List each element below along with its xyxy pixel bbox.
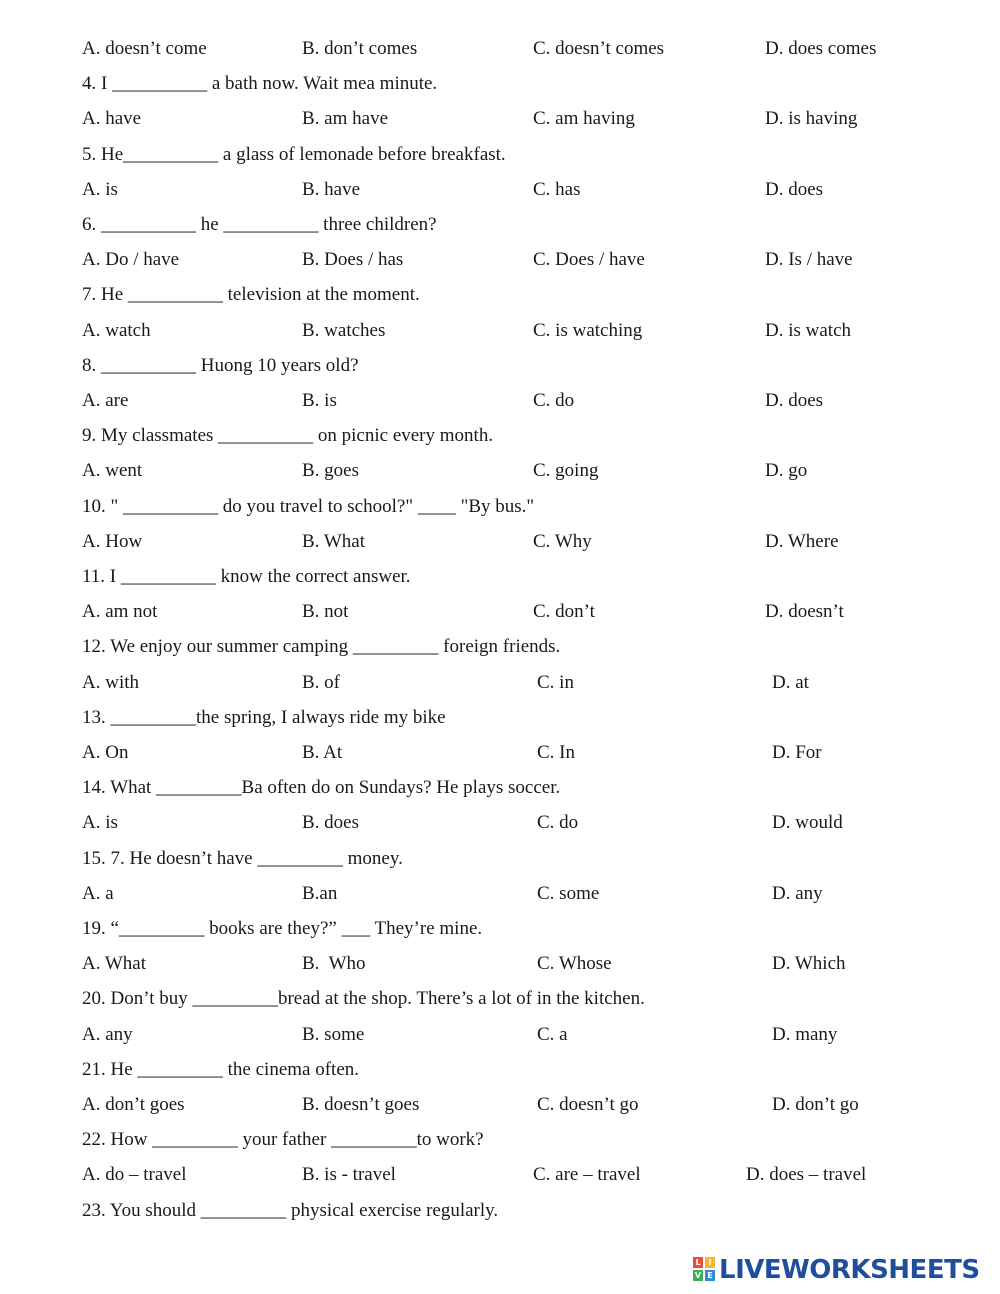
- option-a: A. went: [82, 460, 143, 481]
- option-c: C. some: [537, 883, 600, 904]
- option-c: C. doesn’t go: [537, 1094, 639, 1115]
- option-b: B. is - travel: [302, 1164, 396, 1185]
- question-text: 14. What _________Ba often do on Sundays? He plays soccer.: [82, 777, 561, 798]
- option-d: D. at: [772, 672, 809, 693]
- question-text: 6. __________ he __________ three children?: [82, 214, 437, 235]
- question-text: 15. 7. He doesn’t have _________ money.: [82, 848, 403, 869]
- option-a: A. is: [82, 812, 118, 833]
- option-a: A. is: [82, 179, 118, 200]
- option-c: C. is watching: [533, 320, 643, 341]
- question-text: 23. You should _________ physical exercise regularly.: [82, 1200, 499, 1221]
- option-d: D. Which: [772, 953, 846, 974]
- option-a: A. a: [82, 883, 114, 904]
- option-a: A. How: [82, 531, 143, 552]
- question-text: 8. __________ Huong 10 years old?: [82, 355, 359, 376]
- question-text: 22. How _________ your father _________to work?: [82, 1129, 484, 1150]
- option-d: D. is watch: [765, 320, 852, 341]
- question-text: 9. My classmates __________ on picnic every month.: [82, 425, 494, 446]
- question-text: 10. " __________ do you travel to school?" ____ "By bus.": [82, 496, 535, 517]
- option-a: A. are: [82, 390, 129, 411]
- option-b: B. Does / has: [302, 249, 404, 270]
- option-b: B. is: [302, 390, 337, 411]
- question-text: 7. He __________ television at the moment.: [82, 284, 420, 305]
- option-d: D. Is / have: [765, 249, 853, 270]
- option-b: B.an: [302, 883, 338, 904]
- option-c: C. do: [533, 390, 575, 411]
- option-d: D. is having: [765, 108, 858, 129]
- option-d: D. Where: [765, 531, 839, 552]
- option-a: A. Do / have: [82, 249, 180, 270]
- option-d: D. does – travel: [746, 1164, 867, 1185]
- mark-letter-e: E: [705, 1270, 715, 1281]
- question-text: 13. _________the spring, I always ride my bike: [82, 707, 446, 728]
- option-c: C. a: [537, 1024, 568, 1045]
- option-c: C. Why: [533, 531, 592, 552]
- option-c: C. doesn’t comes: [533, 38, 665, 59]
- option-b: B. doesn’t goes: [302, 1094, 420, 1115]
- option-a: A. watch: [82, 320, 151, 341]
- option-a: A. with: [82, 672, 139, 693]
- question-text: 20. Don’t buy _________bread at the shop. There’s a lot of in the kitchen.: [82, 988, 645, 1009]
- option-a: A. What: [82, 953, 147, 974]
- question-text: 21. He _________ the cinema often.: [82, 1059, 360, 1080]
- option-a: A. doesn’t come: [82, 38, 207, 59]
- option-c: C. Does / have: [533, 249, 645, 270]
- option-d: D. any: [772, 883, 823, 904]
- option-d: D. don’t go: [772, 1094, 859, 1115]
- liveworksheets-mark-icon: [693, 1257, 715, 1281]
- liveworksheets-wordmark: LIVEWORKSHEETS: [719, 1255, 980, 1285]
- option-c: C. am having: [533, 108, 635, 129]
- question-text: 5. He__________ a glass of lemonade before breakfast.: [82, 144, 506, 165]
- mark-letter-l: L: [693, 1257, 703, 1268]
- option-b: B. At: [302, 742, 343, 763]
- option-d: D. does: [765, 390, 824, 411]
- option-b: B. goes: [302, 460, 359, 481]
- mark-letter-i: I: [705, 1257, 715, 1268]
- option-d: D. doesn’t: [765, 601, 844, 622]
- option-c: C. are – travel: [533, 1164, 641, 1185]
- option-d: D. does: [765, 179, 824, 200]
- option-c: C. Whose: [537, 953, 612, 974]
- option-a: A. do – travel: [82, 1164, 187, 1185]
- question-text: 11. I __________ know the correct answer.: [82, 566, 411, 587]
- option-d: D. For: [772, 742, 822, 763]
- option-d: D. go: [765, 460, 808, 481]
- mark-letter-v: V: [694, 1271, 702, 1280]
- option-c: C. in: [537, 672, 574, 693]
- option-c: C. In: [537, 742, 575, 763]
- option-b: B. What: [302, 531, 365, 552]
- option-b: B. watches: [302, 320, 386, 341]
- option-c: C. don’t: [533, 601, 595, 622]
- option-b: B. am have: [302, 108, 389, 129]
- option-c: C. going: [533, 460, 599, 481]
- option-a: A. don’t goes: [82, 1094, 185, 1115]
- option-a: A. have: [82, 108, 142, 129]
- question-text: 12. We enjoy our summer camping _________ foreign friends.: [82, 636, 561, 657]
- option-c: C. do: [537, 812, 579, 833]
- option-d: D. would: [772, 812, 843, 833]
- option-b: B. does: [302, 812, 359, 833]
- option-b: B. have: [302, 179, 361, 200]
- option-a: A. any: [82, 1024, 133, 1045]
- option-a: A. am not: [82, 601, 158, 622]
- option-d: D. does comes: [765, 38, 877, 59]
- option-c: C. has: [533, 179, 581, 200]
- option-d: D. many: [772, 1024, 838, 1045]
- option-a: A. On: [82, 742, 129, 763]
- option-b: B. of: [302, 672, 340, 693]
- option-b: B. don’t comes: [302, 38, 418, 59]
- question-text: 19. “_________ books are they?” ___ They’re mine.: [82, 918, 483, 939]
- option-b: B. Who: [302, 953, 366, 974]
- option-b: B. some: [302, 1024, 365, 1045]
- question-text: 4. I __________ a bath now. Wait mea minute.: [82, 73, 438, 94]
- liveworksheets-logo: [693, 1253, 993, 1287]
- option-b: B. not: [302, 601, 349, 622]
